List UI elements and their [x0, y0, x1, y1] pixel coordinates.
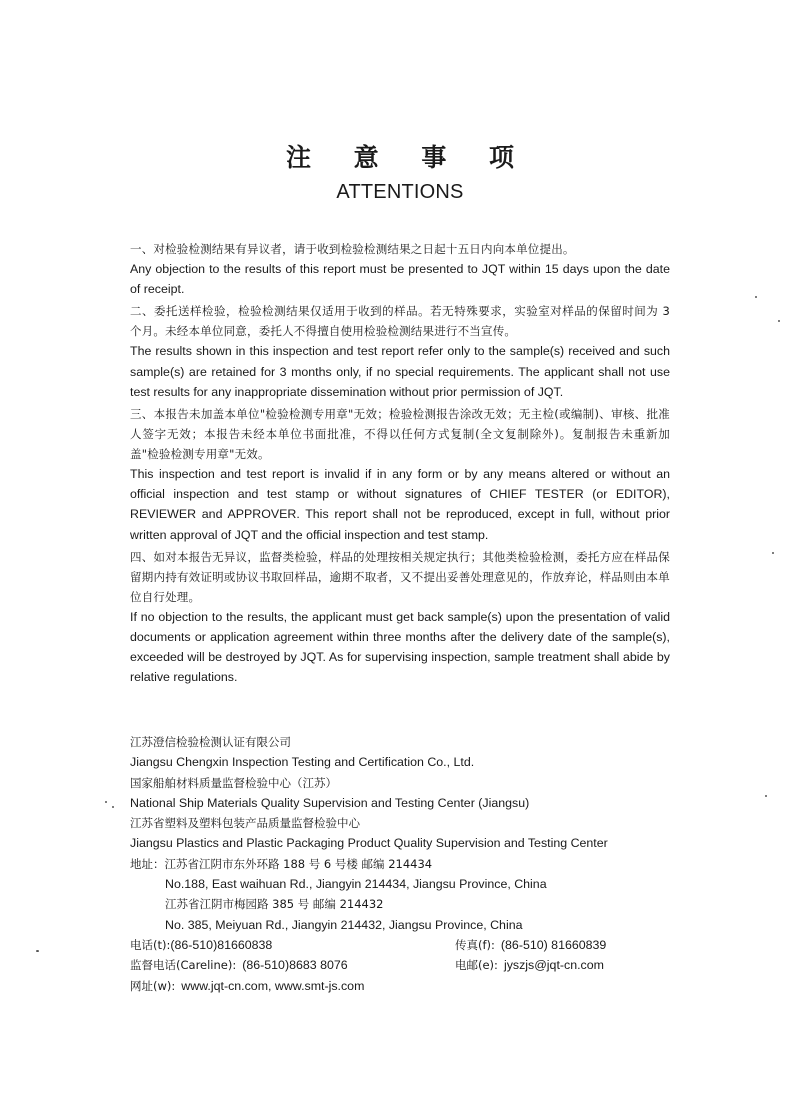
item-4-cn: 四、如对本报告无异议，监督类检验，样品的处理按相关规定执行；其他类检验检测，委托方应在样品保留期内持有效证明或协议书取回样品，逾期不取者，又不提出妥善处理意见的，作放弃论，样品则由本单位自行处理。	[130, 549, 670, 604]
org3-name-en: Jiangsu Plastics and Plastic Packaging Product Quality Supervision and Testing Center	[130, 836, 608, 851]
email-value: jyszjs@jqt-cn.com	[503, 958, 604, 973]
scan-speck	[778, 320, 780, 322]
org2-name-cn: 国家船舶材料质量监督检验中心（江苏）	[130, 775, 337, 790]
address-1-en: No.188, East waihuan Rd., Jiangyin 214434, Jiangsu Province, China	[165, 877, 547, 892]
page-title-en: ATTENTIONS	[336, 181, 464, 203]
item-2-en: The results shown in this inspection and test report refer only to the sample(s) received and such sample(s) are retained for 3 months only, if no special requirements. The applicant shall not use test results for any inappropriate dissemination without prior permission of JQT.	[130, 344, 670, 399]
fax-value: (86-510) 81660839	[500, 937, 607, 952]
org2-name-en: National Ship Materials Quality Supervision and Testing Center (Jiangsu)	[130, 795, 530, 810]
web-value: www.jqt-cn.com, www.smt-js.com	[181, 978, 365, 993]
address-1-cn: 江苏省江阴市东外环路 188 号 6 号楼 邮编 214434	[164, 856, 433, 871]
scan-speck	[765, 795, 767, 797]
email-label: 电邮(e):	[455, 958, 498, 973]
item-4-en: If no objection to the results, the applicant must get back sample(s) upon the presentation of valid documents or application agreement within three months after the delivery date of the sample(s), exceeded will be destroyed by JQT. As for supervising inspection, sample treatment shall abide by relative regulations.	[130, 609, 670, 685]
address-2-en: No. 385, Meiyuan Rd., Jiangyin 214432, Jiangsu Province, China	[165, 917, 523, 932]
scan-speck	[36, 950, 39, 952]
item-3-cn: 三、本报告未加盖本单位"检验检测专用章"无效；检验检测报告涂改无效；无主检(或编制)、审核、批准人签字无效；本报告未经本单位书面批准，不得以任何方式复制(全文复制除外)。复制报告未重新加盖"检验检测专用章"无效。	[130, 407, 670, 462]
careline-value: (86-510)8683 8076	[242, 958, 348, 973]
page-title-cn: 注 意 事 项	[285, 143, 532, 172]
org3-name-cn: 江苏省塑料及塑料包装产品质量监督检验中心	[130, 816, 360, 831]
web-label: 网址(w):	[130, 978, 176, 993]
org1-name-en: Jiangsu Chengxin Inspection Testing and Certification Co., Ltd.	[130, 755, 475, 770]
item-1-en: Any objection to the results of this report must be presented to JQT within 15 days upon the date of receipt.	[130, 262, 670, 297]
tel-value: (86-510)81660838	[170, 937, 273, 952]
address-label: 地址：	[130, 856, 165, 871]
scan-speck	[105, 801, 107, 803]
scan-speck	[755, 296, 757, 298]
attention-items	[130, 239, 670, 688]
item-1-cn: 一、对检验检测结果有异议者，请于收到检验检测结果之日起十五日内向本单位提出。	[130, 242, 575, 256]
item-3-en: This inspection and test report is invalid if in any form or by any means altered or without an official inspection and test stamp or without signatures of CHIEF TESTER (or EDITOR), REVIEWER and APPROVER. This report shall not be reproduced, except in full, without prior written approval of JQT and the official inspection and test stamp.	[130, 467, 670, 542]
fax-label: 传真(f):	[455, 937, 495, 952]
tel-label: 电话(t):	[130, 937, 171, 952]
scan-speck	[112, 806, 114, 808]
item-2-cn: 二、委托送样检验，检验检测结果仅适用于收到的样品。若无特殊要求，实验室对样品的保留时间为 3 个月。未经本单位同意，委托人不得擅自使用检验检测结果进行不当宣传。	[130, 304, 670, 339]
org1-name-cn: 江苏澄信检验检测认证有限公司	[130, 735, 291, 749]
address-2-cn: 江苏省江阴市梅园路 385 号 邮编 214432	[165, 897, 384, 912]
careline-label: 监督电话(Careline):	[130, 958, 237, 973]
contact-block	[130, 731, 670, 995]
scan-speck	[772, 552, 774, 554]
